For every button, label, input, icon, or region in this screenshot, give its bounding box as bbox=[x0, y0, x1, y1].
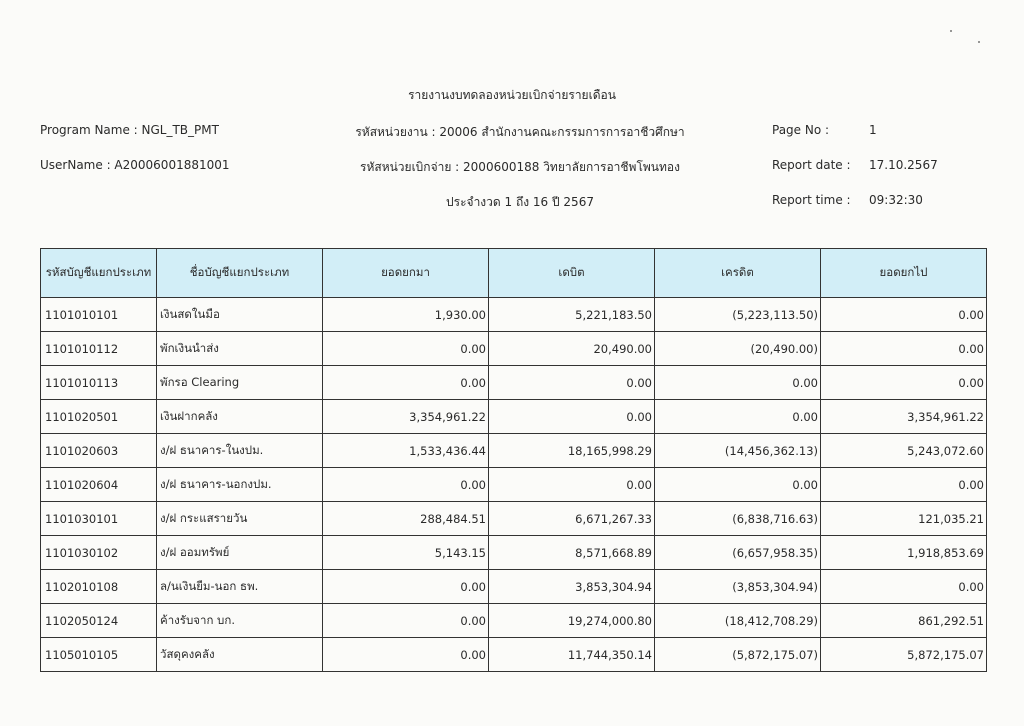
account-code: 1105010105 bbox=[41, 638, 157, 672]
opening-balance: 0.00 bbox=[323, 468, 489, 502]
table-row bbox=[41, 434, 987, 468]
opening-balance: 0.00 bbox=[323, 332, 489, 366]
header-account-name: ชื่อบัญชีแยกประเภท bbox=[157, 249, 323, 298]
opening-balance: 288,484.51 bbox=[323, 502, 489, 536]
credit: (18,412,708.29) bbox=[655, 604, 821, 638]
debit: 3,853,304.94 bbox=[489, 570, 655, 604]
credit: 0.00 bbox=[655, 468, 821, 502]
debit: 5,221,183.50 bbox=[489, 298, 655, 332]
account-name: เงินสดในมือ bbox=[157, 298, 323, 332]
debit: 0.00 bbox=[489, 366, 655, 400]
account-name: ง/ฝ ธนาคาร-ในงปม. bbox=[157, 434, 323, 468]
closing-balance: 121,035.21 bbox=[821, 502, 987, 536]
credit: (3,853,304.94) bbox=[655, 570, 821, 604]
table-row bbox=[41, 502, 987, 536]
trial-balance-table bbox=[40, 248, 987, 672]
header-account-code: รหัสบัญชีแยกประเภท bbox=[41, 249, 157, 298]
header-opening-balance: ยอดยกมา bbox=[323, 249, 489, 298]
credit: (6,657,958.35) bbox=[655, 536, 821, 570]
account-code: 1101030102 bbox=[41, 536, 157, 570]
report-date-value: 17.10.2567 bbox=[869, 158, 938, 172]
page-value: 1 bbox=[869, 123, 877, 137]
account-code: 1101010101 bbox=[41, 298, 157, 332]
user-name: UserName : A20006001881001 bbox=[40, 158, 230, 172]
debit: 18,165,998.29 bbox=[489, 434, 655, 468]
opening-balance: 1,930.00 bbox=[323, 298, 489, 332]
closing-balance: 0.00 bbox=[821, 468, 987, 502]
account-name: พักเงินนำส่ง bbox=[157, 332, 323, 366]
table-row bbox=[41, 604, 987, 638]
account-code: 1102050124 bbox=[41, 604, 157, 638]
opening-balance: 0.00 bbox=[323, 366, 489, 400]
table-row bbox=[41, 570, 987, 604]
closing-balance: 0.00 bbox=[821, 366, 987, 400]
closing-balance: 0.00 bbox=[821, 570, 987, 604]
table-row bbox=[41, 468, 987, 502]
opening-balance: 0.00 bbox=[323, 604, 489, 638]
agency-line: รหัสหน่วยงาน : 20006 สำนักงานคณะกรรมการการอาชีวศึกษา bbox=[355, 125, 685, 139]
disbursing-unit-line: รหัสหน่วยเบิกจ่าย : 2000600188 วิทยาลัยการอาชีพโพนทอง bbox=[360, 160, 680, 174]
account-code: 1101020604 bbox=[41, 468, 157, 502]
credit: 0.00 bbox=[655, 366, 821, 400]
header-closing-balance: ยอดยกไป bbox=[821, 249, 987, 298]
opening-balance: 5,143.15 bbox=[323, 536, 489, 570]
closing-balance: 3,354,961.22 bbox=[821, 400, 987, 434]
debit: 0.00 bbox=[489, 468, 655, 502]
report-time-label: Report time : bbox=[772, 193, 851, 207]
account-code: 1101030101 bbox=[41, 502, 157, 536]
account-code: 1101010113 bbox=[41, 366, 157, 400]
account-code: 1101020603 bbox=[41, 434, 157, 468]
debit: 8,571,668.89 bbox=[489, 536, 655, 570]
closing-balance: 5,872,175.07 bbox=[821, 638, 987, 672]
credit: (6,838,716.63) bbox=[655, 502, 821, 536]
account-name: ง/ฝ กระแสรายวัน bbox=[157, 502, 323, 536]
report-date-label: Report date : bbox=[772, 158, 851, 172]
credit: (5,223,113.50) bbox=[655, 298, 821, 332]
account-code: 1102010108 bbox=[41, 570, 157, 604]
account-name: พักรอ Clearing bbox=[157, 366, 323, 400]
table-row bbox=[41, 298, 987, 332]
header-credit: เครดิต bbox=[655, 249, 821, 298]
closing-balance: 861,292.51 bbox=[821, 604, 987, 638]
account-name: ง/ฝ ธนาคาร-นอกงปม. bbox=[157, 468, 323, 502]
closing-balance: 0.00 bbox=[821, 298, 987, 332]
account-name: ล/นเงินยืม-นอก ธพ. bbox=[157, 570, 323, 604]
credit: (20,490.00) bbox=[655, 332, 821, 366]
debit: 6,671,267.33 bbox=[489, 502, 655, 536]
credit: (5,872,175.07) bbox=[655, 638, 821, 672]
page-label: Page No : bbox=[772, 123, 830, 137]
opening-balance: 3,354,961.22 bbox=[323, 400, 489, 434]
account-name: ค้างรับจาก บก. bbox=[157, 604, 323, 638]
debit: 19,274,000.80 bbox=[489, 604, 655, 638]
program-name: Program Name : NGL_TB_PMT bbox=[40, 123, 219, 137]
closing-balance: 0.00 bbox=[821, 332, 987, 366]
credit: 0.00 bbox=[655, 400, 821, 434]
account-code: 1101020501 bbox=[41, 400, 157, 434]
table-row bbox=[41, 638, 987, 672]
debit: 0.00 bbox=[489, 400, 655, 434]
account-name: เงินฝากคลัง bbox=[157, 400, 323, 434]
opening-balance: 0.00 bbox=[323, 570, 489, 604]
debit: 11,744,350.14 bbox=[489, 638, 655, 672]
account-name: ง/ฝ ออมทรัพย์ bbox=[157, 536, 323, 570]
table-row bbox=[41, 366, 987, 400]
period-line: ประจำงวด 1 ถึง 16 ปี 2567 bbox=[446, 195, 594, 209]
account-name: วัสดุคงคลัง bbox=[157, 638, 323, 672]
table-header-row bbox=[41, 249, 987, 298]
account-code: 1101010112 bbox=[41, 332, 157, 366]
header-debit: เดบิต bbox=[489, 249, 655, 298]
table-row bbox=[41, 332, 987, 366]
report-title: รายงานงบทดลองหน่วยเบิกจ่ายรายเดือน bbox=[408, 88, 616, 102]
debit: 20,490.00 bbox=[489, 332, 655, 366]
opening-balance: 1,533,436.44 bbox=[323, 434, 489, 468]
closing-balance: 1,918,853.69 bbox=[821, 536, 987, 570]
table-row bbox=[41, 536, 987, 570]
opening-balance: 0.00 bbox=[323, 638, 489, 672]
credit: (14,456,362.13) bbox=[655, 434, 821, 468]
table-row bbox=[41, 400, 987, 434]
closing-balance: 5,243,072.60 bbox=[821, 434, 987, 468]
report-time-value: 09:32:30 bbox=[869, 193, 923, 207]
